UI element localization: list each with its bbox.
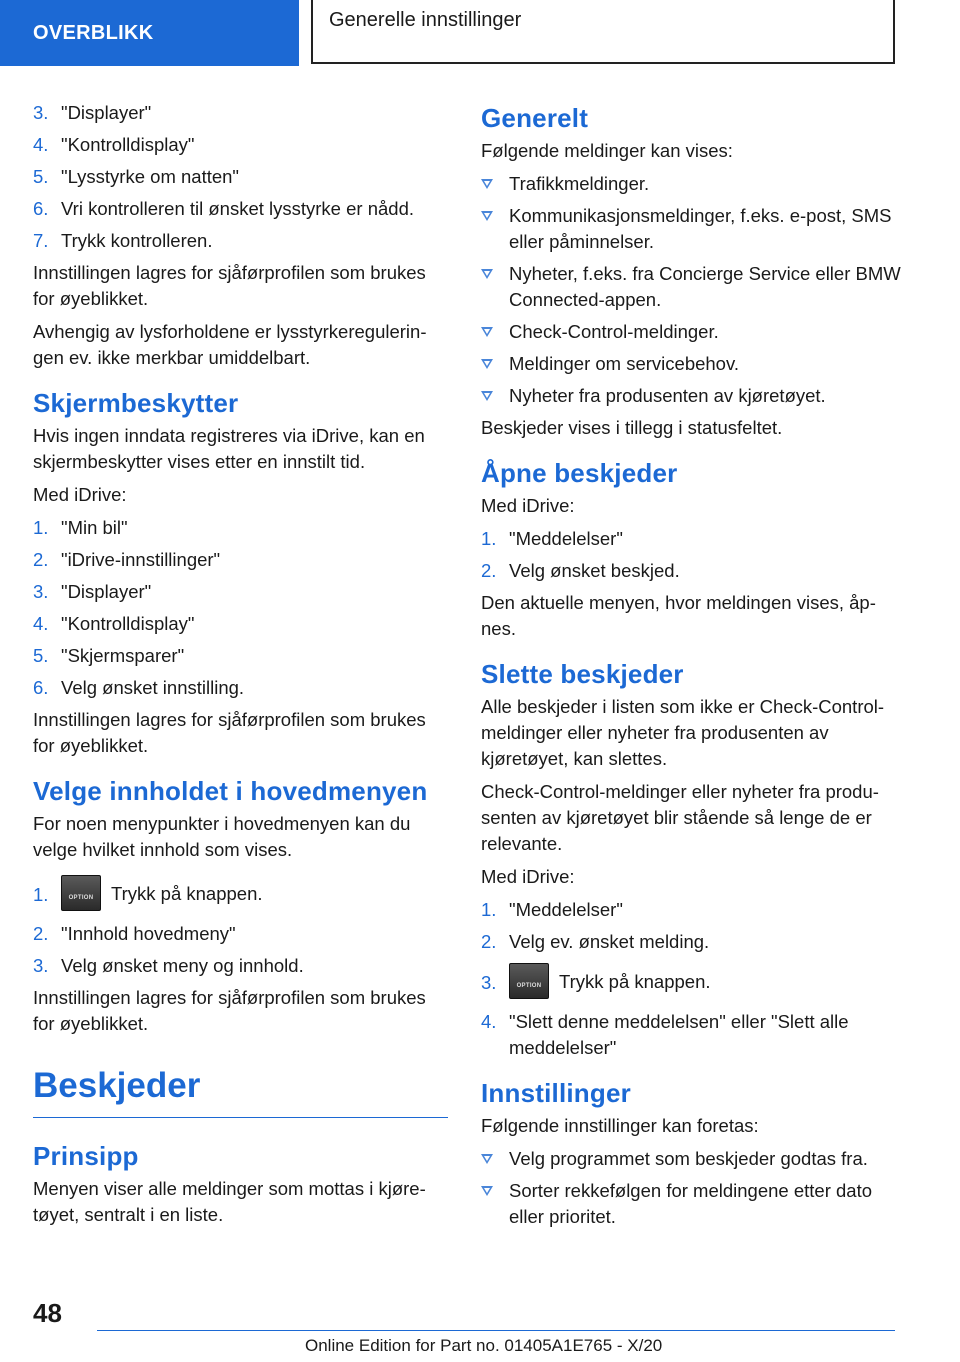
heading-delete-messages: Slette beskjeder	[481, 659, 684, 689]
step-item: 2. Velg ønsket beskjed.	[481, 560, 680, 581]
step-item: 2. "Innhold hovedmeny"	[33, 923, 236, 944]
bullets-message-types	[481, 171, 901, 409]
step-item: 1. "Meddelelser"	[481, 528, 623, 549]
step-item: 3. "Displayer"	[33, 102, 152, 123]
footer-edition: Online Edition for Part no. 01405A1E765 - X/20	[305, 1336, 663, 1355]
triangle-bullet-icon	[481, 359, 493, 369]
step-item: 6. Velg ønsket innstilling.	[33, 677, 245, 698]
step-item: 1. "Min bil"	[33, 517, 128, 538]
paragraph: Alle beskjeder i listen som ikke er Check-Control-meldinger eller nyheter fra produsenten av kjøretøyet, kan slettes.	[481, 696, 885, 769]
section-tab: OVERBLIKK	[0, 0, 299, 66]
steps-main-menu	[33, 873, 448, 979]
heading-principle: Prinsipp	[33, 1141, 139, 1171]
paragraph: Innstillingen lagres for sjåførprofilen som brukes for øyeblikket.	[33, 709, 426, 756]
paragraph: Menyen viser alle meldinger som mottas i kjøretøyet, sentralt i en liste.	[33, 1178, 426, 1225]
heading-settings: Innstillinger	[481, 1078, 631, 1108]
page-number: 48	[33, 1298, 62, 1328]
step-item: 1. "Meddelelser"	[481, 899, 623, 920]
triangle-bullet-icon	[481, 179, 493, 189]
list-item: Check-Control-meldinger.	[481, 319, 901, 345]
footer-divider	[97, 1330, 895, 1331]
step-item: 7. Trykk kontrolleren.	[33, 230, 213, 251]
option-button-icon: OPTION	[509, 963, 549, 999]
paragraph: Med iDrive:	[33, 484, 127, 505]
list-item: Trafikkmeldinger.	[481, 171, 901, 197]
step-item: 3. Velg ønsket meny og innhold.	[33, 955, 304, 976]
paragraph: Check-Control-meldinger eller nyheter fra produsenten av kjøretøyet blir stående så lenge de er relevante.	[481, 781, 879, 854]
step-item: 4. "Kontrolldisplay"	[33, 134, 195, 155]
step-item: 5. "Skjermsparer"	[33, 645, 185, 666]
bullets-settings	[481, 1146, 901, 1230]
list-item: Nyheter, f.eks. fra Concierge Service eller BMW Connected-appen.	[481, 261, 901, 313]
step-item: 4. "Slett denne meddelelsen" eller "Slett alle meddelelser"	[481, 1011, 849, 1058]
list-item: Sorter rekkefølgen for meldingene etter dato eller prioritet.	[481, 1178, 901, 1230]
right-column	[481, 100, 901, 1236]
chapter-heading-messages: Beskjeder	[33, 1065, 448, 1118]
paragraph: Beskjeder vises i tillegg i statusfeltet.	[481, 417, 783, 438]
paragraph: Med iDrive:	[481, 495, 575, 516]
step-item: 3. "Displayer"	[33, 581, 152, 602]
list-item: Kommunikasjonsmeldinger, f.eks. e-post, SMS eller påminnelser.	[481, 203, 901, 255]
chapter-title-box	[311, 0, 895, 64]
paragraph: Den aktuelle menyen, hvor meldingen vises, åpnes.	[481, 592, 876, 639]
triangle-bullet-icon	[481, 1154, 493, 1164]
step-item: 1. OPTION Trykk på knappen.	[33, 873, 448, 915]
triangle-bullet-icon	[481, 269, 493, 279]
list-item: Nyheter fra produsenten av kjøretøyet.	[481, 383, 901, 409]
triangle-bullet-icon	[481, 391, 493, 401]
steps-screensaver	[33, 515, 448, 701]
list-item: Velg programmet som beskjeder godtas fra.	[481, 1146, 901, 1172]
triangle-bullet-icon	[481, 327, 493, 337]
paragraph: Avhengig av lysforholdene er lysstyrkereguleringen ev. ikke merkbar umiddelbart.	[33, 321, 427, 368]
heading-general: Generelt	[481, 103, 589, 133]
triangle-bullet-icon	[481, 1186, 493, 1196]
page-header	[0, 0, 960, 66]
step-item: 2. "iDrive-innstillinger"	[33, 549, 221, 570]
steps-open-messages	[481, 526, 901, 584]
step-item: 2. Velg ev. ønsket melding.	[481, 931, 710, 952]
heading-main-menu-content: Velge innholdet i hovedmenyen	[33, 776, 428, 806]
paragraph: Med iDrive:	[481, 866, 575, 887]
paragraph: Følgende innstillinger kan foretas:	[481, 1115, 759, 1136]
list-item: Meldinger om servicebehov.	[481, 351, 901, 377]
steps-delete-messages	[481, 897, 901, 1061]
step-item: 6. Vri kontrolleren til ønsket lysstyrke er nådd.	[33, 198, 414, 219]
paragraph: Innstillingen lagres for sjåførprofilen som brukes for øyeblikket.	[33, 987, 426, 1034]
paragraph: Følgende meldinger kan vises:	[481, 140, 733, 161]
step-item: 3. OPTION Trykk på knappen.	[481, 961, 901, 1003]
paragraph: Hvis ingen inndata registreres via iDrive, kan en skjermbeskytter vises etter en innstilt tid.	[33, 425, 425, 472]
option-button-icon: OPTION	[61, 875, 101, 911]
step-item: 4. "Kontrolldisplay"	[33, 613, 195, 634]
left-column	[33, 100, 448, 1235]
step-item: 5. "Lysstyrke om natten"	[33, 166, 239, 187]
steps-display-brightness	[33, 100, 448, 254]
paragraph: Innstillingen lagres for sjåførprofilen som brukes for øyeblikket.	[33, 262, 426, 309]
heading-open-messages: Åpne beskjeder	[481, 458, 678, 488]
chapter-title: Generelle innstillinger	[329, 9, 522, 31]
heading-screensaver: Skjermbeskytter	[33, 388, 239, 418]
paragraph: For noen menypunkter i hovedmenyen kan du velge hvilket innhold som vises.	[33, 813, 411, 860]
triangle-bullet-icon	[481, 211, 493, 221]
